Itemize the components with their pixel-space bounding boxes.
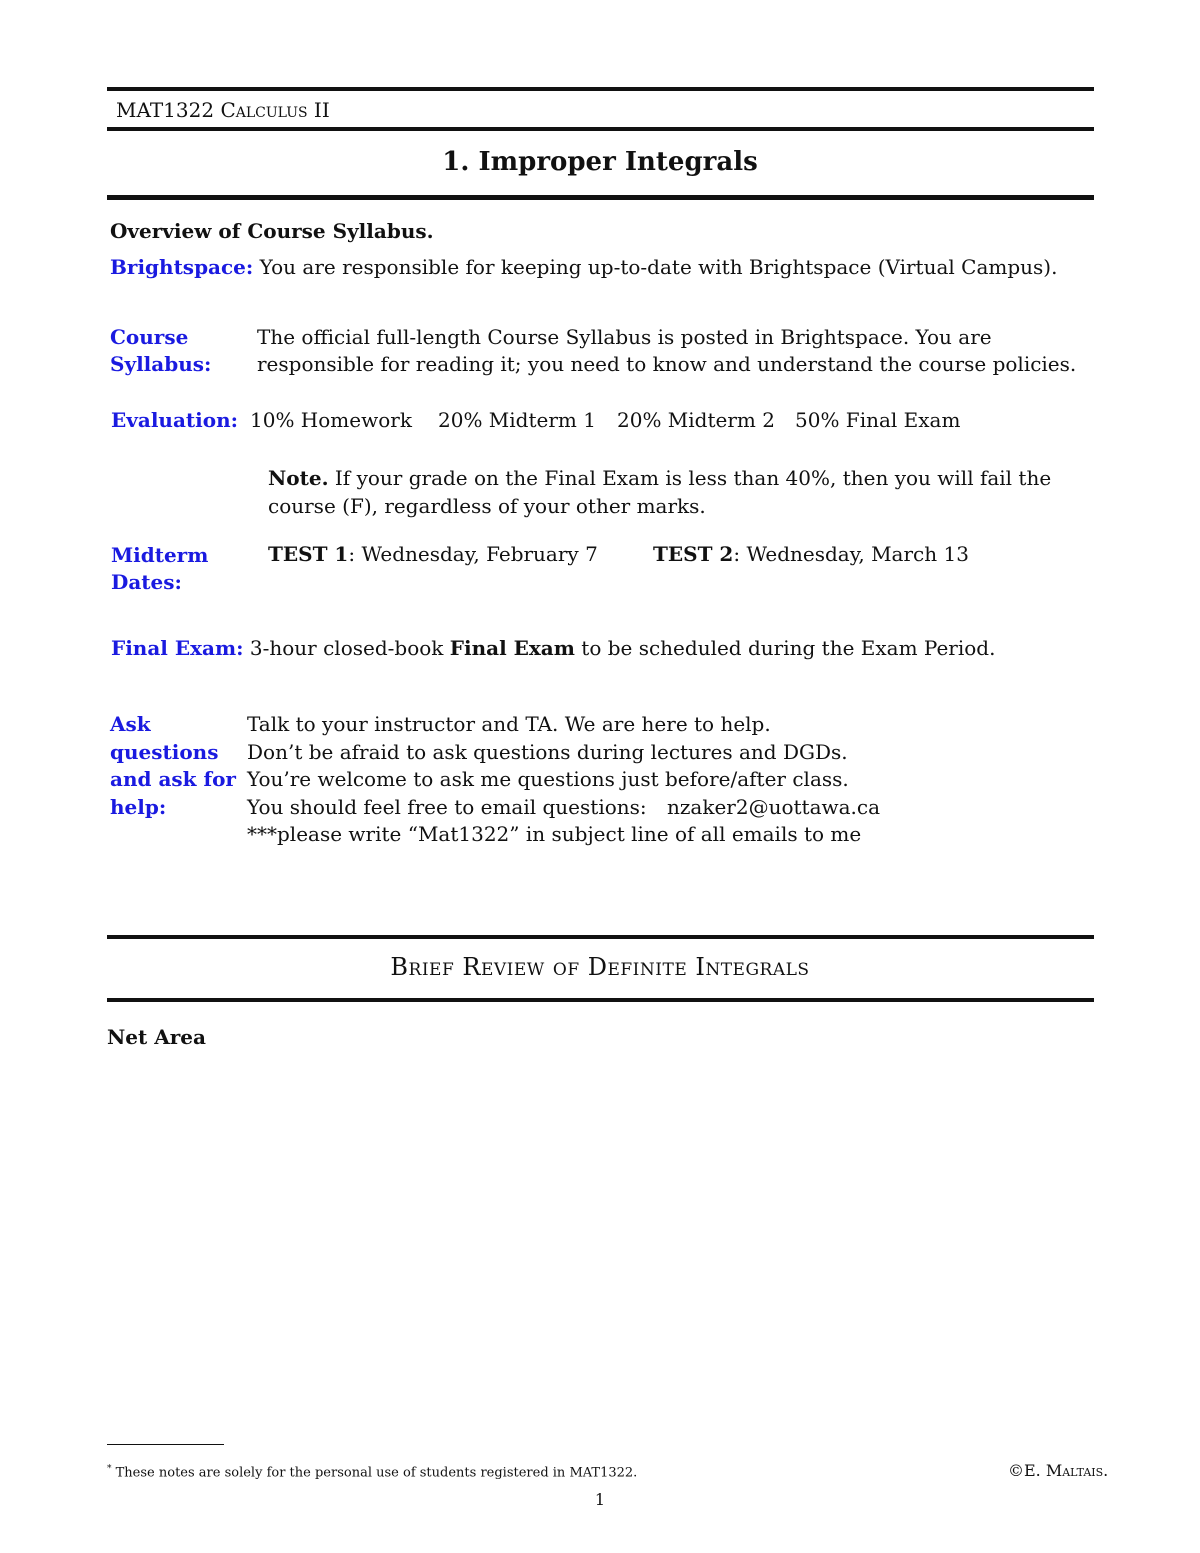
midterm-label-line1: Midterm (111, 543, 209, 567)
final-exam-text-after: to be scheduled during the Exam Period. (581, 636, 996, 660)
note-label: Note. (268, 466, 329, 490)
syllabus-label-line2: Syllabus: (110, 352, 212, 376)
test2-label: TEST 2 (653, 542, 734, 566)
help-line2: Don’t be afraid to ask questions during lectures and DGDs. (247, 739, 848, 764)
review-top-rule (107, 935, 1094, 939)
syllabus-text (257, 324, 1076, 378)
note-line2: course (F), regardless of your other marks. (268, 494, 706, 518)
help-label-line3: and ask for (110, 767, 236, 791)
help-label-line1: Ask (110, 712, 151, 736)
evaluation-item-midterm2: 20% Midterm 2 (617, 408, 775, 432)
midterm-label (111, 542, 208, 596)
copyright (1008, 1461, 1108, 1480)
help-label (110, 711, 236, 821)
final-exam-text-bold: Final Exam (449, 636, 575, 660)
footnote-text: These notes are solely for the personal use of students registered in MAT1322. (115, 1465, 638, 1481)
brightspace-row (110, 255, 1057, 279)
author-name: E. Maltais. (1024, 1461, 1109, 1480)
syllabus-label-line1: Course (110, 325, 189, 349)
course-code: MAT1322 (116, 98, 215, 122)
test1-date (268, 542, 598, 566)
help-line4-text: You should feel free to email questions: (247, 794, 647, 819)
title-text: Improper Integrals (478, 147, 758, 177)
footnote (107, 1464, 637, 1480)
midterm-label-line2: Dates: (111, 570, 182, 594)
course-name: Calculus II (220, 98, 330, 122)
help-line5: ***please write “Mat1322” in subject line of all emails to me (247, 822, 862, 846)
brightspace-text: You are responsible for keeping up-to-date with Brightspace (Virtual Campus). (259, 255, 1058, 279)
overview-heading: Overview of Course Syllabus. (110, 219, 434, 243)
course-header (116, 98, 330, 122)
net-area-heading: Net Area (107, 1025, 206, 1049)
test2-date (653, 542, 969, 566)
evaluation-item-final: 50% Final Exam (795, 408, 961, 432)
brightspace-label: Brightspace: (110, 255, 254, 279)
final-exam-text-before: 3-hour closed-book (249, 636, 444, 660)
evaluation-item-homework: 10% Homework (250, 408, 412, 432)
test1-label: TEST 1 (268, 542, 349, 566)
note-text1: If your grade on the Final Exam is less than 40%, then you will fail the (334, 466, 1052, 490)
title-rule (107, 195, 1094, 200)
help-label-line4: help: (110, 794, 167, 819)
test2-text: : Wednesday, March 13 (733, 542, 969, 566)
header-rule (107, 127, 1094, 131)
help-line4 (247, 794, 880, 822)
help-line1: Talk to your instructor and TA. We are here to help. (247, 712, 771, 736)
footnote-rule (107, 1444, 224, 1445)
instructor-email[interactable]: nzaker2@uottawa.ca (667, 794, 881, 819)
final-exam-label: Final Exam: (111, 636, 244, 660)
note-line1 (268, 464, 1051, 492)
test1-text: : Wednesday, February 7 (348, 542, 598, 566)
footnote-marker: * (107, 1464, 112, 1474)
title-number: 1. (442, 147, 470, 177)
page-number: 1 (594, 1490, 606, 1509)
review-bottom-rule (107, 998, 1094, 1002)
evaluation-item-midterm1: 20% Midterm 1 (438, 408, 596, 432)
evaluation-label: Evaluation: (111, 408, 239, 432)
final-exam-row (111, 636, 995, 660)
note-block (268, 464, 1051, 520)
help-text (247, 711, 880, 849)
review-heading: Brief Review of Definite Integrals (390, 953, 810, 981)
top-rule (107, 87, 1094, 91)
help-label-line2: questions (110, 739, 219, 764)
syllabus-line2: responsible for reading it; you need to know and understand the course policies. (257, 352, 1077, 376)
syllabus-label (110, 324, 211, 378)
copyright-symbol: © (1008, 1461, 1024, 1480)
syllabus-line1: The official full-length Course Syllabus is posted in Brightspace. You are (257, 325, 992, 349)
help-line3: You’re welcome to ask me questions just before/after class. (247, 767, 849, 791)
page-title (0, 147, 1200, 177)
